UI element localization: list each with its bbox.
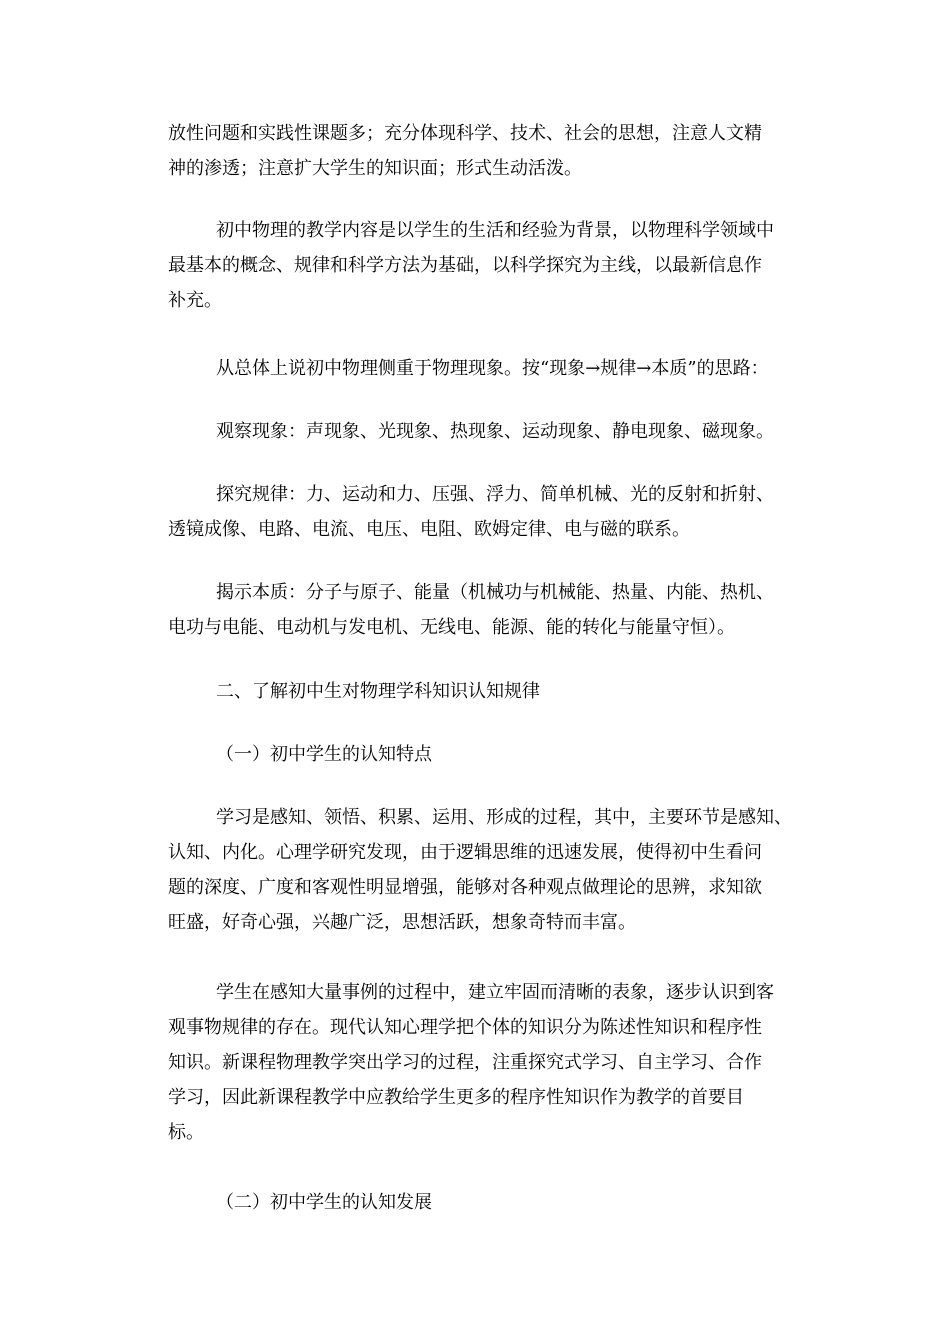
paragraph-observe-phenomena xyxy=(168,414,808,449)
text-line: 学习，因此新课程教学中应教给学生更多的程序性知识作为教学的首要目 xyxy=(168,1087,744,1108)
text-line: 观事物规律的存在。现代认知心理学把个体的知识分为陈述性知识和程序性 xyxy=(168,1017,762,1038)
paragraph-overview xyxy=(168,351,808,386)
section-heading xyxy=(168,674,808,709)
text-line: 标。 xyxy=(168,1122,204,1143)
text-line: 透镜成像、电路、电流、电压、电阻、欧姆定律、电与磁的联系。 xyxy=(168,519,690,540)
text-line: 学习是感知、领悟、积累、运用、形成的过程，其中，主要环节是感知、 xyxy=(216,807,792,828)
text-line: 探究规律：力、运动和力、压强、浮力、简单机械、光的反射和折射、 xyxy=(216,484,774,505)
text-line: 电功与电能、电动机与发电机、无线电、能源、能的转化与能量守恒）。 xyxy=(168,617,735,638)
subsection-heading-text: （一）初中学生的认知特点 xyxy=(216,744,432,765)
paragraph-continuation xyxy=(168,116,808,186)
paragraph-reveal-essence xyxy=(168,575,808,645)
paragraph-explore-laws xyxy=(168,477,808,547)
text-line: 神的渗透；注意扩大学生的知识面；形式生动活泼。 xyxy=(168,158,582,179)
text-line: 从总体上说初中物理侧重于物理现象。按“现象→规律→本质”的思路： xyxy=(216,358,769,379)
paragraph-teaching-content xyxy=(168,213,808,318)
subsection-heading xyxy=(168,1185,808,1220)
text-line: 学生在感知大量事例的过程中，建立牢固而清晰的表象，逐步认识到客 xyxy=(216,982,774,1003)
subsection-heading xyxy=(168,737,808,772)
section-heading-text: 二、了解初中生对物理学科知识认知规律 xyxy=(216,681,540,702)
text-line: 题的深度、广度和客观性明显增强，能够对各种观点做理论的思辨，求知欲 xyxy=(168,877,762,898)
text-line: 认知、内化。心理学研究发现，由于逻辑思维的迅速发展，使得初中生看问 xyxy=(168,842,762,863)
paragraph-cognitive-traits xyxy=(168,800,808,940)
text-line: 初中物理的教学内容是以学生的生活和经验为背景，以物理科学领域中 xyxy=(216,220,774,241)
text-line: 知识。新课程物理教学突出学习的过程，注重探究式学习、自主学习、合作 xyxy=(168,1052,762,1073)
text-line: 最基本的概念、规律和科学方法为基础，以科学探究为主线，以最新信息作 xyxy=(168,255,762,276)
text-line: 放性问题和实践性课题多；充分体现科学、技术、社会的思想，注意人文精 xyxy=(168,123,762,144)
text-line: 观察现象：声现象、光现象、热现象、运动现象、静电现象、磁现象。 xyxy=(216,421,774,442)
text-line: 揭示本质：分子与原子、能量（机械功与机械能、热量、内能、热机、 xyxy=(216,582,774,603)
text-line: 补充。 xyxy=(168,290,222,311)
paragraph-perception xyxy=(168,975,808,1150)
subsection-heading-text: （二）初中学生的认知发展 xyxy=(216,1192,432,1213)
text-line: 旺盛，好奇心强，兴趣广泛，思想活跃，想象奇特而丰富。 xyxy=(168,912,636,933)
